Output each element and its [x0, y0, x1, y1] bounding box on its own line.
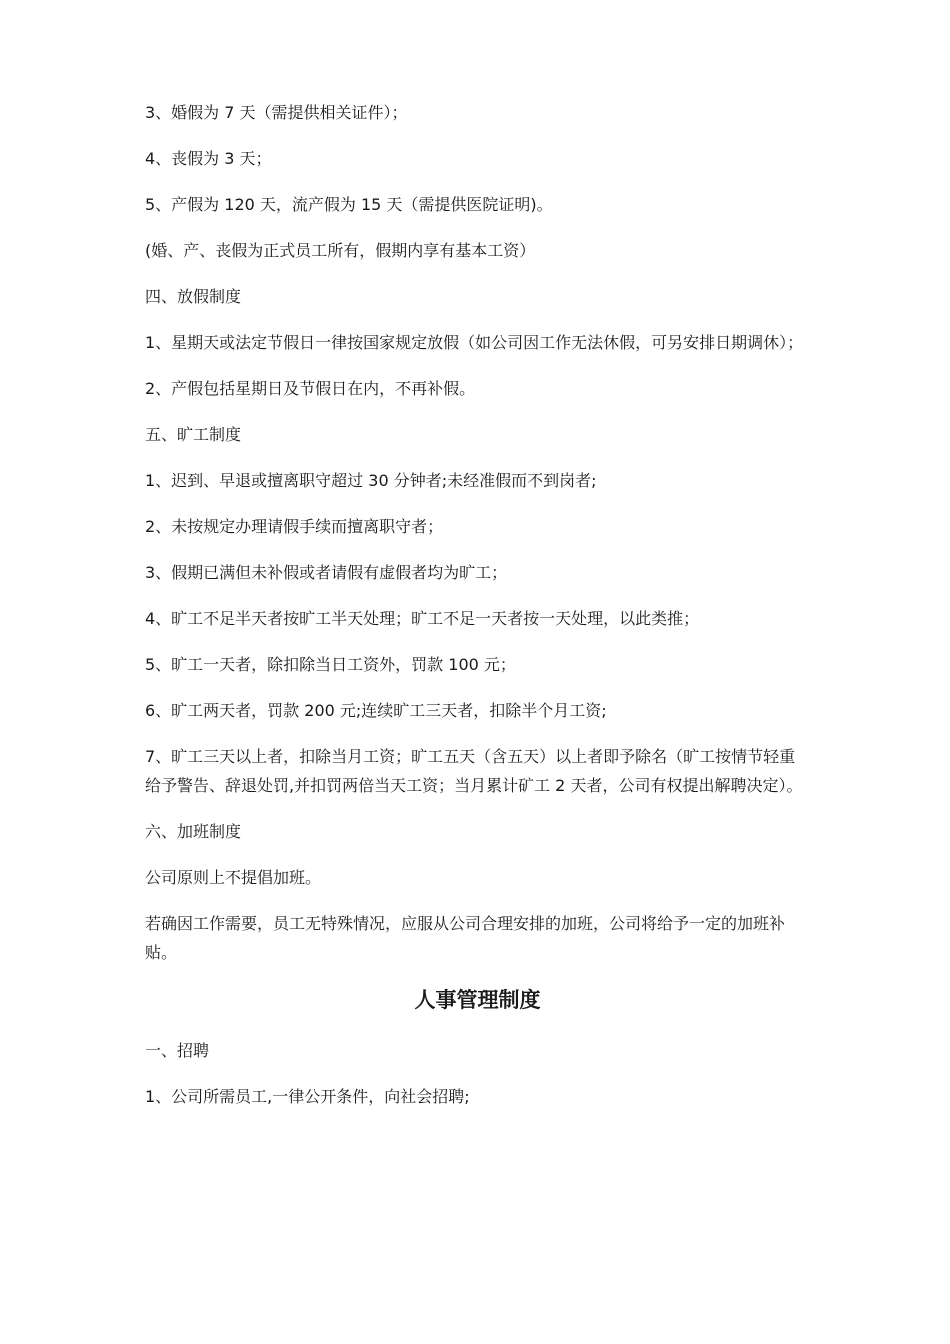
holiday-section-heading: 四、放假制度 — [145, 287, 242, 306]
absence-item-7: 7、旷工三天以上者，扣除当月工资；旷工五天（含五天）以上者即予除名（旷工按情节轻重给予警告、辞退处罚,并扣罚两倍当天工资；当月累计矿工 2 天者，公司有权提出解聘决定）。 — [145, 747, 803, 795]
overtime-para-1: 公司原则上不提倡加班。 — [145, 868, 322, 887]
absence-item-1: 1、迟到、早退或擅离职守超过 30 分钟者;未经准假而不到岗者; — [145, 471, 597, 490]
personnel-title: 人事管理制度 — [414, 988, 541, 1012]
absence-section-heading: 五、旷工制度 — [145, 425, 242, 444]
leave-item-4: 4、丧假为 3 天； — [145, 149, 272, 168]
absence-item-3: 3、假期已满但未补假或者请假有虚假者均为旷工； — [145, 563, 508, 582]
document-body — [145, 98, 810, 1128]
leave-note: (婚、产、丧假为正式员工所有，假期内享有基本工资） — [145, 241, 536, 260]
overtime-section-heading: 六、加班制度 — [145, 822, 242, 841]
absence-item-5: 5、旷工一天者，除扣除当日工资外，罚款 100 元； — [145, 655, 516, 674]
absence-item-2: 2、未按规定办理请假手续而擅离职守者； — [145, 517, 444, 536]
holiday-item-2: 2、产假包括星期日及节假日在内，不再补假。 — [145, 379, 476, 398]
holiday-item-1: 1、星期天或法定节假日一律按国家规定放假（如公司因工作无法休假，可另安排日期调休）； — [145, 333, 804, 352]
recruitment-item-1: 1、公司所需员工,一律公开条件，向社会招聘; — [145, 1087, 470, 1106]
absence-item-6: 6、旷工两天者，罚款 200 元;连续旷工三天者，扣除半个月工资; — [145, 701, 607, 720]
leave-item-3: 3、婚假为 7 天（需提供相关证件）； — [145, 103, 408, 122]
recruitment-section-heading: 一、招聘 — [145, 1041, 210, 1060]
absence-item-4: 4、旷工不足半天者按旷工半天处理；旷工不足一天者按一天处理，以此类推； — [145, 609, 700, 628]
overtime-para-2: 若确因工作需要，员工无特殊情况，应服从公司合理安排的加班，公司将给予一定的加班补贴。 — [145, 914, 786, 962]
leave-item-5: 5、产假为 120 天，流产假为 15 天（需提供医院证明)。 — [145, 195, 553, 214]
